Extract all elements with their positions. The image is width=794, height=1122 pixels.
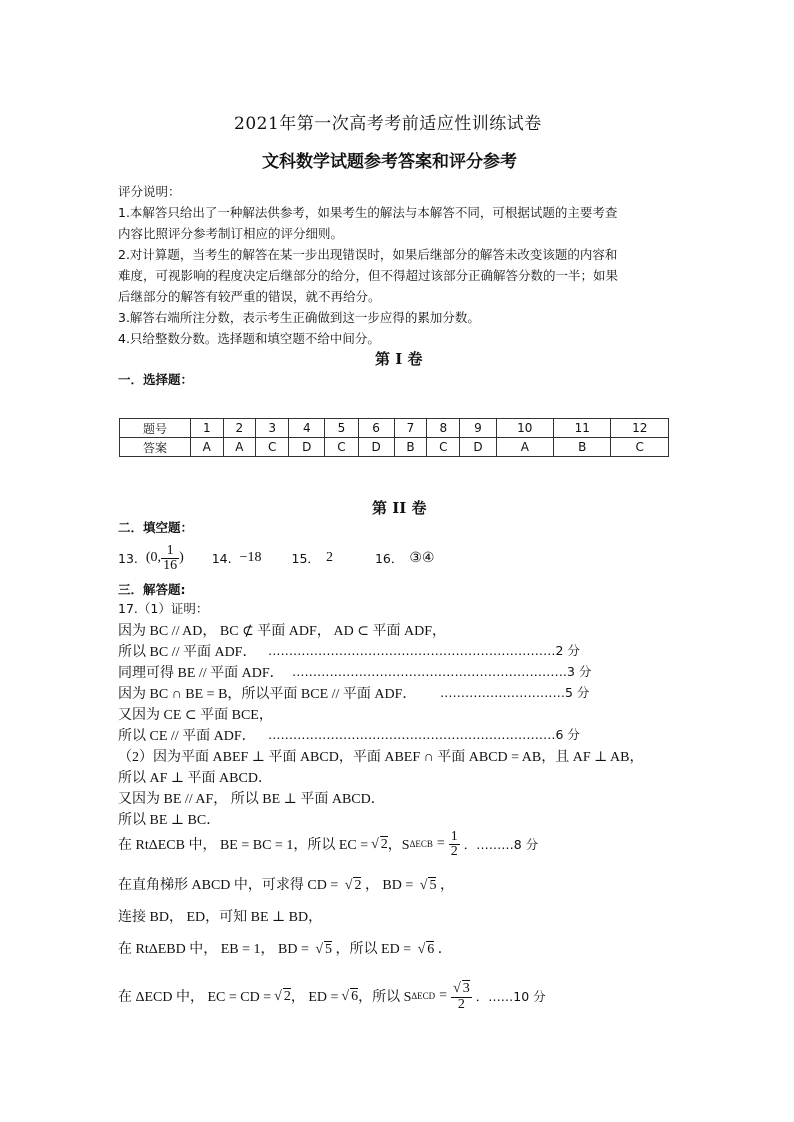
table-cell: A [191,438,224,457]
table-cell: 7 [394,419,427,438]
table-cell: D [358,438,394,457]
table-cell: B [554,438,611,457]
part2-heading: 第 II 卷 [372,499,427,517]
q14-answer: −18 [239,550,262,565]
numerator: 3 [462,981,470,997]
numerator: 1 [450,828,458,844]
q17-score: …………………………………………………………3 分 [292,664,592,679]
equals: = [436,836,445,851]
q15-answer: 2 [325,550,333,565]
q17-score: ．……10 分 [475,989,546,1004]
grading-line: 内容比照评分参考制订相应的评分细则。 [118,226,344,241]
q17-text: ，所以 ED = [335,942,412,957]
table-cell: 10 [496,419,553,438]
fraction [449,830,460,859]
table-row-answers [120,438,669,457]
sqrt-radicand: 6 [427,942,435,957]
sqrt-radicand: 2 [380,836,388,852]
q17-text: 在 ΔECD 中， EC = CD = [118,990,272,1005]
table-cell: B [394,438,427,457]
fill-answers [118,540,434,576]
table-cell: 4 [289,419,325,438]
fraction: $\frac{√ 3}{2}$ [453,981,470,1012]
page-subtitle: 文科数学试题参考答案和评分参考 [262,152,517,172]
sqrt-radicand: 2 [283,988,291,1004]
table-cell: A [223,438,256,457]
table-cell: C [427,438,460,457]
q13-suffix: ) [179,550,184,565]
table-cell: C [611,438,669,457]
table-cell: 11 [554,419,611,438]
table-cell: 3 [256,419,289,438]
table-cell: 2 [223,419,256,438]
table-header-cell: 答案 [120,438,191,457]
table-cell: 8 [427,419,460,438]
table-row-numbers [120,419,669,438]
sqrt-radicand: 5 [325,942,333,957]
q17-line: （2）因为平面 ABEF ⊥ 平面 ABCD，平面 ABEF ∩ 平面 ABCD = AB，且 AF ⊥ AB， [118,750,644,765]
q14-label: 14. [211,550,232,566]
table-cell: 6 [358,419,394,438]
subscript: ΔECD [411,991,436,1001]
q16-label: 16． [374,551,404,566]
q17-text: ，S [387,838,410,853]
q17-line: 所以 BC // 平面 ADF． [118,645,257,660]
subscript: ΔECB [409,839,433,849]
q17-text: ， ED = [290,990,339,1005]
q17-text: 在 RtΔEBD 中， EB = 1， BD = [118,942,309,957]
equals: = [439,988,448,1003]
q16-answer: ③④ [409,550,435,566]
table-cell: A [496,438,553,457]
part1-heading: 第 I 卷 [375,350,423,368]
denominator: 2 [450,843,458,859]
q17-line-13: 在直角梯形 ABCD 中，可求得 CD = √ 2 ， BD = √ 5 ， [118,878,454,893]
q17-score: …………………………5 分 [440,685,590,700]
q17-line: 所以 BE ⊥ BC． [118,813,221,828]
q13-fraction [161,544,179,573]
table-cell: D [289,438,325,457]
q17-line: 所以 CE // 平面 ADF． [118,729,256,744]
table-cell: D [460,438,496,457]
table-cell: C [256,438,289,457]
table-cell: 12 [611,419,669,438]
q17-line: 因为 BC ∩ BE = B，所以平面 BCE // 平面 ADF． [118,687,417,702]
q17-text: 在 RtΔECB 中， BE = BC = 1，所以 EC = [118,838,369,853]
q13-denominator: 16 [163,557,178,573]
q17-line-16: 在 ΔECD 中， EC = CD = √ 2 ， ED = √ 6 ，所以 S ΔECD = $\frac{√ 3}{2}$ ．……10 分 [118,981,546,1012]
section-fill-heading: 二．填空题： [118,520,194,535]
q17-line: 又因为 BE // AF， 所以 BE ⊥ 平面 ABCD． [118,792,385,807]
q17-line: 同理可得 BE // 平面 ADF． [118,666,284,681]
q17-score: ……………………………………………………………6 分 [268,727,580,742]
q17-text: ，所以 S [358,990,412,1005]
q17-score: ．………8 分 [463,837,539,852]
grading-line: 3.解答右端所注分数，表示考生正确做到这一步应得的累加分数。 [118,310,480,325]
q17-text: ， BD = [364,878,414,893]
table-header-cell: 题号 [120,419,191,438]
q17-line-12: 在 RtΔECB 中， BE = BC = 1，所以 EC = √ 2 ，S ΔECB = $\frac{1}{2}$ ．………8 分 [118,828,539,859]
table-cell: 1 [191,419,224,438]
grading-line: 2.对计算题，当考生的解答在某一步出现错误时，如果后继部分的解答未改变该题的内容和 [118,247,618,262]
denominator: 2 [457,996,465,1012]
q17-line: 所以 AF ⊥ 平面 ABCD． [118,771,272,786]
table-cell: 9 [460,419,496,438]
q17-line: 17.（1）证明： [118,601,209,616]
sqrt-radicand: 5 [429,878,437,893]
section-choice-heading: 一．选择题： [118,372,194,387]
grading-line: 后继部分的解答有较严重的错误，就不再给分。 [118,289,381,304]
q17-text: ． [437,942,452,957]
q17-line: 又因为 CE ⊂ 平面 BCE， [118,708,273,723]
q17-line-15: 在 RtΔEBD 中， EB = 1， BD = √ 5 ，所以 ED = √ 6 ． [118,942,452,957]
q17-score: ……………………………………………………………2 分 [268,643,580,658]
table-cell: 5 [325,419,358,438]
q17-line: 连接 BD， ED，可知 BE ⊥ BD， [118,910,323,925]
grading-heading: 评分说明： [118,184,181,199]
q13-prefix: (0, [145,550,162,565]
q13-numerator: 1 [161,544,179,559]
q13-label: 13. [118,550,138,566]
answer-table [119,418,669,457]
grading-line: 1.本解答只给出了一种解法供参考，如果考生的解法与本解答不同，可根据试题的主要考查 [118,205,618,220]
sqrt-radicand: 2 [354,878,362,893]
grading-line: 4.只给整数分数。选择题和填空题不给中间分。 [118,331,380,346]
q17-text: ， [439,878,454,893]
q17-text: 在直角梯形 ABCD 中，可求得 CD = [118,878,339,893]
sqrt-radicand: 6 [351,988,359,1004]
grading-line: 难度，可视影响的程度决定后继部分的给分，但不得超过该部分正确解答分数的一半；如果 [118,268,619,283]
section-solve-heading: 三．解答题: [118,582,186,597]
q15-label: 15． [291,551,320,566]
q17-line: 因为 BC // AD， BC ⊄ 平面 ADF， AD ⊂ 平面 ADF， [118,624,447,639]
page-title: 2021年第一次高考考前适应性训练试卷 [234,114,542,134]
table-cell: C [325,438,358,457]
